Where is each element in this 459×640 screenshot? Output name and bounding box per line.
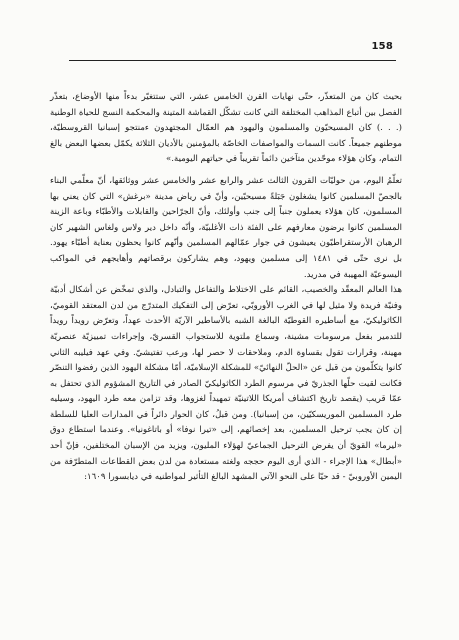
body-text bbox=[50, 90, 402, 486]
page-number: 158 bbox=[371, 41, 393, 52]
paragraph-2: تعلّمُ اليوم، من حوليّات القرون الثالث عشر والرابع عشر والخامس عشر ووثائقها، أنّ معلّمي البناء بالجصّ المسلمين كانوا يشغلون جَبَلةً مسيحيّين، وأنّ في رياض مدينة «برغش» التي كان يعني بها المسلمون، كان هؤلاء يعملون جنباً إلى جنب وأولئك، وأنّ الجرّاحين والقابلات والأطبّاء وباعة الزينة المسلمين كانوا يرضون معارفهم على الفئة ذات الأغلبيّة، وأنّه داخل دير ولاس ولغاس الشهير كان الرهبان الأرستقراطيّون يعيشون في جوار عمّالهم المسلمين وأنّهم كانوا يحظون بعناية أطبّاء يهود. بل نرى حتّى في ١٤٨١ إلى مسلمين ويهود، وهم يشاركون برقصاتهم وأهايجهم في المواكب اليسوعيّة المهيبة في مدريد. bbox=[50, 175, 402, 280]
paragraph-1: بحيث كان من المتعذّر، حتّى نهايات القرن الخامس عشر، التي ستتغيّر بدءاً منها الأوضاع، بتعذّر الفصل بين أتباع المذاهب المختلفة التي كانت تشكّل القماشة المتينة والمحكمة النسج للحياة الوطنية (. . .) كان المسيحيّون والمسلمون واليهود هم العمّال المجتهدون ءمنتجو إسبانيا القروسطيّة، موطنهم جميعاً. كانت السمات والمواصفات الخاصّة بالمؤمنين بالأديان الثلاثة يكمّل بعضها البعض بالغ التمام، وكان هؤلاء موحّدين متآخين دائماً تقريباً في حياتهم اليومية.» bbox=[50, 92, 402, 165]
paragraph-3: هذا العالم المعقّد والخصيب، القائم على الاختلاط والتفاعل والتبادل، والذي تمخّض عن أشكال أدبيّة وفنيّة فريدة ولا مثيل لها في الغرب الأوروبّي، تعرّض إلى التفكيك المتدرّج من لدن المعتقد القوميّ، الكاثوليكيّ، مع أساطيره القوطيّة البالغة الشبه بالأساطير الآريّة الأحدث عهداً، وتعرّض رويداً رويداً للتدمير بفعل مرسومات مشينة، وسماع ملتوية للاستجواب القسريّ، وإجراءات تمييزيّة عنصريّة مهينة، وقرارات تقول بقساوة الدم، وملاحقات لا حصر لها، ورعب تفتيشيّ. وفي عهد فيليبه الثاني كانوا يتكلّمون من قبل عن «الحلّ النهائيّ» للمشكلة الإسلاميّة، أمّا مشكلة اليهود الذين رفضوا التنصّر فكانت لقيت حلّها الجذريّ في مرسوم الطرد الكاثوليكيّ الصادر في التاريخ المشؤوم الذي تحتفل به عمّا قريب (يقصد تاريخ اكتشاف أمريكا اللاتينيّة تمهيداً لغزوها، وقد تزامن معه طرد اليهود، وسيليه طرد المسلمين الموريسكيّين، من إسبانيا). ومن قبلُ، كان الحوار دائراً في المدارات العليا للسلطة إن كان يجب ترحيل المسلمين، بعد إخصائهم، إلى «تيرا نوفا» أو باتاغونيا». وعندما استطاع دوق «ليرما» القويّ أن يفرض الترحيل الجماعيّ لهؤلاء المليون، ويزيد من الإسبان المختلفين، فإنّ أحد «أبطال» هذا الإجراء - الذي أرى اليوم حججه ولغته مستعادة من لدن بعض القطاعات المتطرّفة من اليمين الأوروبيّ - قد حيّا على النحو الآتي المشهد البالغ التأثير لمواطنيه في ديابسورا ١٦٠٩: bbox=[50, 285, 402, 483]
header-rule bbox=[69, 60, 396, 61]
